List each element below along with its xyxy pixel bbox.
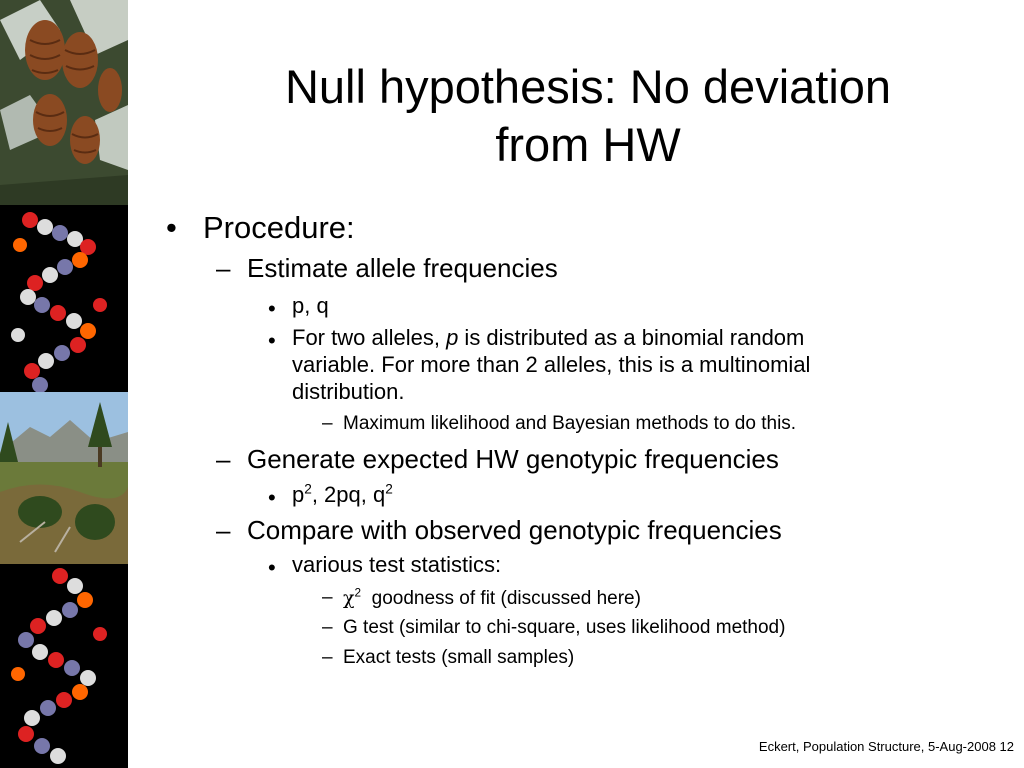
dash-marker: – bbox=[216, 444, 231, 474]
slide-footer: Eckert, Population Structure, 5-Aug-2008 12 bbox=[758, 739, 1014, 754]
item-two-alleles-line2: variable. For more than 2 alleles, this is a multinomial bbox=[292, 352, 811, 377]
bullet-marker: • bbox=[166, 210, 177, 245]
bullet-marker: • bbox=[268, 485, 276, 510]
two-alleles-p: p bbox=[446, 325, 459, 350]
dna-helix-image bbox=[0, 205, 128, 392]
item-two-alleles-line3: distribution. bbox=[292, 379, 405, 404]
item-genotype-freqs bbox=[292, 481, 393, 508]
two-alleles-text-a: For two alleles, bbox=[292, 325, 447, 350]
chi-symbol: χ bbox=[343, 587, 355, 609]
bullet-marker: • bbox=[268, 328, 276, 353]
bullet-marker: • bbox=[268, 555, 276, 580]
slide-title bbox=[160, 58, 1016, 174]
title-line-1: Null hypothesis: No deviation bbox=[284, 60, 892, 113]
item-two-alleles-line1 bbox=[292, 324, 804, 351]
dash-marker: – bbox=[322, 647, 333, 668]
geno-sup-1: 2 bbox=[304, 481, 312, 497]
dna-helix-image bbox=[0, 564, 128, 768]
item-pq: p, q bbox=[292, 293, 329, 318]
item-generate: Generate expected HW genotypic frequencies bbox=[247, 444, 779, 474]
chi-text: goodness of fit (discussed here) bbox=[371, 588, 641, 609]
geno-p: p bbox=[292, 482, 305, 507]
item-exact-tests: Exact tests (small samples) bbox=[343, 647, 575, 668]
item-procedure: Procedure: bbox=[203, 210, 355, 245]
item-estimate: Estimate allele frequencies bbox=[247, 253, 558, 283]
geno-mid: , 2pq, q bbox=[311, 482, 386, 507]
item-chi-square bbox=[343, 587, 641, 610]
dash-marker: – bbox=[322, 617, 333, 638]
dash-marker: – bbox=[322, 413, 333, 434]
image-sidebar bbox=[0, 0, 128, 768]
item-various: various test statistics: bbox=[292, 552, 502, 577]
item-compare: Compare with observed genotypic frequencies bbox=[247, 515, 782, 545]
pine-cone-photo bbox=[0, 0, 128, 205]
title-line-2: from HW bbox=[495, 118, 681, 171]
bullet-marker: • bbox=[268, 296, 276, 321]
item-ml-bayes: Maximum likelihood and Bayesian methods to do this. bbox=[343, 413, 797, 434]
chi-sup: 2 bbox=[354, 586, 362, 600]
dash-marker: – bbox=[216, 253, 231, 283]
geno-sup-2: 2 bbox=[385, 481, 393, 497]
landscape-photo bbox=[0, 392, 128, 564]
two-alleles-text-b: is distributed as a binomial random bbox=[458, 325, 805, 350]
dash-marker: – bbox=[216, 515, 231, 545]
item-g-test: G test (similar to chi-square, uses likelihood method) bbox=[343, 617, 786, 638]
dash-marker: – bbox=[322, 587, 333, 608]
